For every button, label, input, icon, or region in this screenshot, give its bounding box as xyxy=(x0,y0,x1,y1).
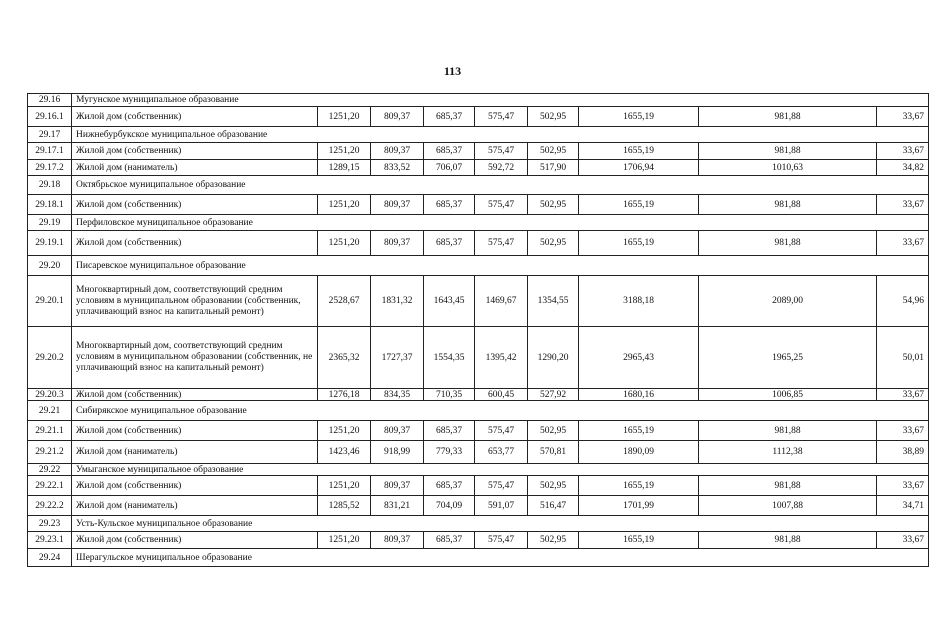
tariff-table xyxy=(27,93,929,567)
value-cell: 575,47 xyxy=(475,476,528,496)
value-cell: 809,37 xyxy=(371,143,424,160)
row-name: Жилой дом (собственник) xyxy=(72,195,318,215)
value-cell: 1554,35 xyxy=(424,327,475,389)
section-row xyxy=(28,215,929,231)
row-code: 29.21.2 xyxy=(28,441,72,464)
value-cell: 1276,18 xyxy=(318,389,371,401)
value-cell: 704,09 xyxy=(424,496,475,516)
table-row xyxy=(28,421,929,441)
value-cell: 570,81 xyxy=(528,441,579,464)
row-code: 29.17.1 xyxy=(28,143,72,160)
table-row xyxy=(28,327,929,389)
value-cell: 2965,43 xyxy=(579,327,699,389)
value-cell: 834,35 xyxy=(371,389,424,401)
value-cell: 809,37 xyxy=(371,231,424,256)
value-cell: 779,33 xyxy=(424,441,475,464)
value-cell: 1251,20 xyxy=(318,107,371,127)
value-cell: 502,95 xyxy=(528,143,579,160)
value-cell: 833,52 xyxy=(371,160,424,176)
value-cell: 981,88 xyxy=(699,231,877,256)
value-cell: 1010,63 xyxy=(699,160,877,176)
row-code: 29.20.2 xyxy=(28,327,72,389)
value-cell: 981,88 xyxy=(699,421,877,441)
section-code: 29.19 xyxy=(28,215,72,231)
value-cell: 502,95 xyxy=(528,195,579,215)
value-cell: 685,37 xyxy=(424,532,475,549)
table-row xyxy=(28,143,929,160)
section-code: 29.20 xyxy=(28,256,72,276)
value-cell: 809,37 xyxy=(371,476,424,496)
value-cell: 3188,18 xyxy=(579,276,699,327)
value-cell: 2528,67 xyxy=(318,276,371,327)
row-code: 29.23.1 xyxy=(28,532,72,549)
section-title: Умыганское муниципальное образование xyxy=(72,464,929,476)
value-cell: 809,37 xyxy=(371,421,424,441)
value-cell: 33,67 xyxy=(877,421,929,441)
section-title: Перфиловское муниципальное образование xyxy=(72,215,929,231)
section-row xyxy=(28,549,929,567)
row-name: Жилой дом (собственник) xyxy=(72,231,318,256)
value-cell: 502,95 xyxy=(528,421,579,441)
row-name: Жилой дом (собственник) xyxy=(72,476,318,496)
section-code: 29.23 xyxy=(28,516,72,532)
value-cell: 1290,20 xyxy=(528,327,579,389)
table-row xyxy=(28,195,929,215)
table-row xyxy=(28,496,929,516)
value-cell: 1655,19 xyxy=(579,476,699,496)
value-cell: 1006,85 xyxy=(699,389,877,401)
value-cell: 831,21 xyxy=(371,496,424,516)
value-cell: 600,45 xyxy=(475,389,528,401)
value-cell: 575,47 xyxy=(475,107,528,127)
section-code: 29.24 xyxy=(28,549,72,567)
section-title: Шерагульское муниципальное образование xyxy=(72,549,929,567)
value-cell: 2089,00 xyxy=(699,276,877,327)
row-name: Жилой дом (собственник) xyxy=(72,421,318,441)
row-name: Жилой дом (наниматель) xyxy=(72,441,318,464)
value-cell: 33,67 xyxy=(877,143,929,160)
value-cell: 575,47 xyxy=(475,532,528,549)
row-code: 29.16.1 xyxy=(28,107,72,127)
value-cell: 1289,15 xyxy=(318,160,371,176)
value-cell: 1007,88 xyxy=(699,496,877,516)
row-name: Жилой дом (наниматель) xyxy=(72,496,318,516)
value-cell: 34,71 xyxy=(877,496,929,516)
row-name: Многоквартирный дом, соответствующий средним условиям в муниципальном образовании (собственник, не уплачивающий взнос на капитальный ремонт) xyxy=(72,327,318,389)
value-cell: 33,67 xyxy=(877,476,929,496)
value-cell: 592,72 xyxy=(475,160,528,176)
value-cell: 1251,20 xyxy=(318,231,371,256)
value-cell: 918,99 xyxy=(371,441,424,464)
value-cell: 685,37 xyxy=(424,231,475,256)
value-cell: 54,96 xyxy=(877,276,929,327)
section-title: Нижнебурбукское муниципальное образование xyxy=(72,127,929,143)
row-name: Жилой дом (собственник) xyxy=(72,107,318,127)
section-code: 29.16 xyxy=(28,94,72,107)
row-code: 29.19.1 xyxy=(28,231,72,256)
value-cell: 575,47 xyxy=(475,421,528,441)
section-title: Усть-Кульское муниципальное образование xyxy=(72,516,929,532)
value-cell: 1251,20 xyxy=(318,476,371,496)
value-cell: 710,35 xyxy=(424,389,475,401)
value-cell: 1655,19 xyxy=(579,195,699,215)
value-cell: 33,67 xyxy=(877,532,929,549)
value-cell: 981,88 xyxy=(699,143,877,160)
value-cell: 2365,32 xyxy=(318,327,371,389)
value-cell: 1655,19 xyxy=(579,107,699,127)
value-cell: 809,37 xyxy=(371,532,424,549)
value-cell: 502,95 xyxy=(528,476,579,496)
row-name: Жилой дом (наниматель) xyxy=(72,160,318,176)
value-cell: 33,67 xyxy=(877,389,929,401)
table-row xyxy=(28,441,929,464)
section-row xyxy=(28,464,929,476)
section-title: Октябрьское муниципальное образование xyxy=(72,176,929,195)
section-row xyxy=(28,94,929,107)
value-cell: 981,88 xyxy=(699,532,877,549)
value-cell: 1285,52 xyxy=(318,496,371,516)
row-name: Жилой дом (собственник) xyxy=(72,143,318,160)
value-cell: 33,67 xyxy=(877,195,929,215)
value-cell: 502,95 xyxy=(528,231,579,256)
value-cell: 1251,20 xyxy=(318,195,371,215)
value-cell: 1423,46 xyxy=(318,441,371,464)
table-row xyxy=(28,476,929,496)
table-row xyxy=(28,231,929,256)
section-row xyxy=(28,127,929,143)
value-cell: 653,77 xyxy=(475,441,528,464)
section-code: 29.22 xyxy=(28,464,72,476)
value-cell: 50,01 xyxy=(877,327,929,389)
value-cell: 517,90 xyxy=(528,160,579,176)
table-body xyxy=(28,94,929,567)
section-code: 29.21 xyxy=(28,401,72,421)
table-row xyxy=(28,389,929,401)
value-cell: 981,88 xyxy=(699,195,877,215)
section-code: 29.18 xyxy=(28,176,72,195)
value-cell: 1251,20 xyxy=(318,421,371,441)
value-cell: 502,95 xyxy=(528,532,579,549)
value-cell: 38,89 xyxy=(877,441,929,464)
value-cell: 809,37 xyxy=(371,107,424,127)
value-cell: 809,37 xyxy=(371,195,424,215)
section-row xyxy=(28,401,929,421)
row-code: 29.20.1 xyxy=(28,276,72,327)
value-cell: 33,67 xyxy=(877,107,929,127)
value-cell: 1643,45 xyxy=(424,276,475,327)
table-row xyxy=(28,160,929,176)
value-cell: 1655,19 xyxy=(579,421,699,441)
value-cell: 685,37 xyxy=(424,476,475,496)
section-row xyxy=(28,256,929,276)
value-cell: 685,37 xyxy=(424,421,475,441)
value-cell: 1706,94 xyxy=(579,160,699,176)
page-number: 113 xyxy=(443,64,462,78)
row-code: 29.22.1 xyxy=(28,476,72,496)
row-code: 29.17.2 xyxy=(28,160,72,176)
section-code: 29.17 xyxy=(28,127,72,143)
section-title: Писаревское муниципальное образование xyxy=(72,256,929,276)
value-cell: 1727,37 xyxy=(371,327,424,389)
value-cell: 1890,09 xyxy=(579,441,699,464)
value-cell: 34,82 xyxy=(877,160,929,176)
value-cell: 981,88 xyxy=(699,107,877,127)
section-title: Мугунское муниципальное образование xyxy=(72,94,929,107)
value-cell: 1831,32 xyxy=(371,276,424,327)
section-row xyxy=(28,176,929,195)
value-cell: 1251,20 xyxy=(318,532,371,549)
value-cell: 685,37 xyxy=(424,143,475,160)
value-cell: 1655,19 xyxy=(579,231,699,256)
value-cell: 1655,19 xyxy=(579,532,699,549)
value-cell: 1354,55 xyxy=(528,276,579,327)
value-cell: 575,47 xyxy=(475,231,528,256)
value-cell: 1395,42 xyxy=(475,327,528,389)
table-row xyxy=(28,276,929,327)
value-cell: 575,47 xyxy=(475,195,528,215)
section-row xyxy=(28,516,929,532)
row-code: 29.20.3 xyxy=(28,389,72,401)
value-cell: 685,37 xyxy=(424,107,475,127)
value-cell: 516,47 xyxy=(528,496,579,516)
value-cell: 33,67 xyxy=(877,231,929,256)
row-name: Многоквартирный дом, соответствующий средним условиям в муниципальном образовании (собственник, уплачивающий взнос на капитальный ремонт) xyxy=(72,276,318,327)
row-name: Жилой дом (собственник) xyxy=(72,532,318,549)
value-cell: 1655,19 xyxy=(579,143,699,160)
value-cell: 591,07 xyxy=(475,496,528,516)
row-code: 29.18.1 xyxy=(28,195,72,215)
row-code: 29.21.1 xyxy=(28,421,72,441)
table-row xyxy=(28,532,929,549)
value-cell: 1112,38 xyxy=(699,441,877,464)
value-cell: 527,92 xyxy=(528,389,579,401)
value-cell: 1680,16 xyxy=(579,389,699,401)
value-cell: 502,95 xyxy=(528,107,579,127)
row-code: 29.22.2 xyxy=(28,496,72,516)
value-cell: 1251,20 xyxy=(318,143,371,160)
value-cell: 685,37 xyxy=(424,195,475,215)
value-cell: 1701,99 xyxy=(579,496,699,516)
row-name: Жилой дом (собственник) xyxy=(72,389,318,401)
table-row xyxy=(28,107,929,127)
value-cell: 575,47 xyxy=(475,143,528,160)
value-cell: 981,88 xyxy=(699,476,877,496)
section-title: Сибирякское муниципальное образование xyxy=(72,401,929,421)
value-cell: 1965,25 xyxy=(699,327,877,389)
value-cell: 1469,67 xyxy=(475,276,528,327)
value-cell: 706,07 xyxy=(424,160,475,176)
